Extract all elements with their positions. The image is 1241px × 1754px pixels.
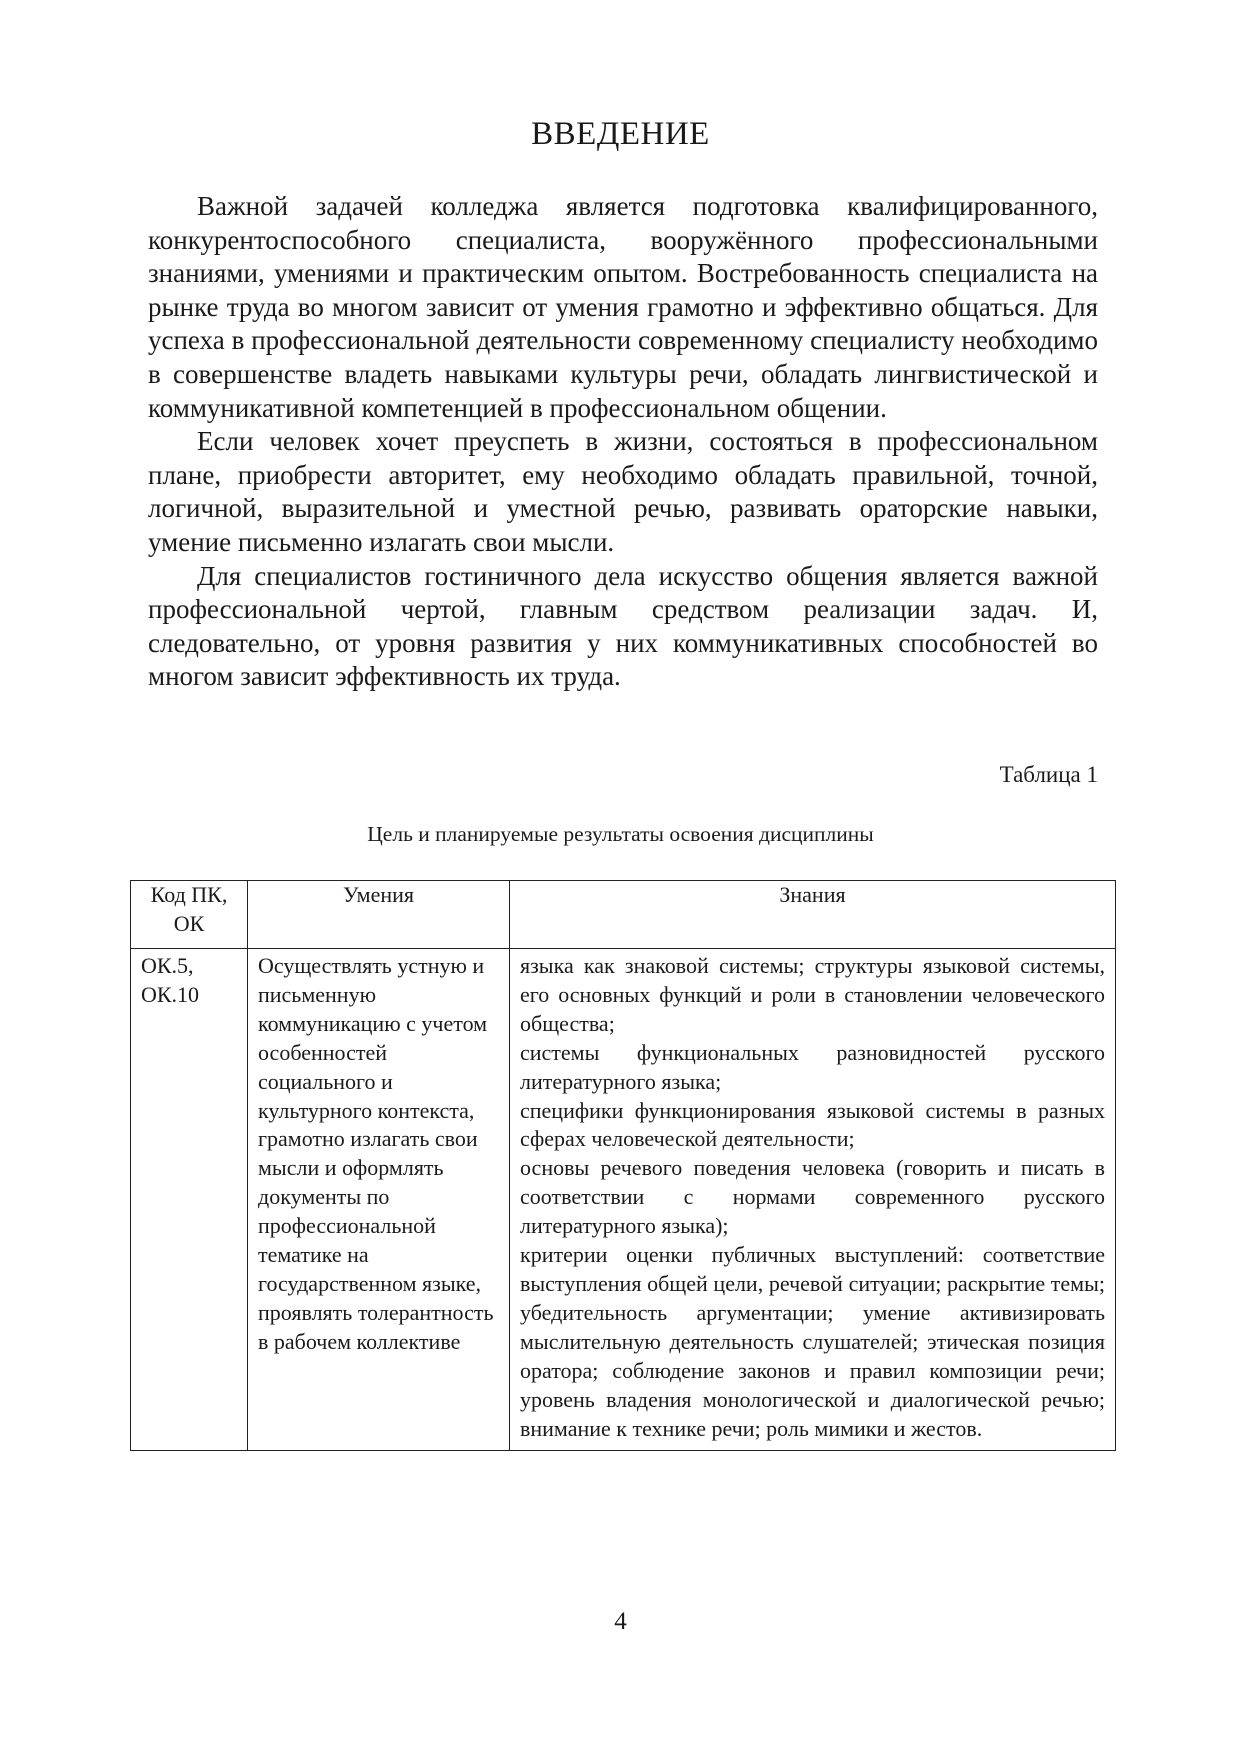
- header-knowledge: Знания: [510, 881, 1116, 949]
- results-table: [130, 880, 1116, 1451]
- cell-knowledge: [510, 949, 1116, 1451]
- knowledge-item: критерии оценки публичных выступлений: соответствие выступления общей цели, речевой ситуации; раскрытие темы; убедительность аргументации; умение активизировать мыслительную деятельность слушателей; этическая позиция оратора; соблюдение законов и правил композиции речи; уровень владения монологической и диалогической речью; внимание к технике речи; роль мимики и жестов.: [520, 1242, 1105, 1441]
- table-caption: Цель и планируемые результаты освоения дисциплины: [367, 822, 874, 846]
- introduction-text: [148, 190, 1098, 694]
- cell-skills: Осуществлять устную и письменную коммуникацию с учетом особенностей социального и культурного контекста, грамотно излагать свои мысли и оформлять документы по профессиональной тематике на государственном языке, проявлять толерантность в рабочем коллективе: [248, 949, 510, 1451]
- table-number-label: Таблица 1: [999, 762, 1098, 787]
- paragraph: Для специалистов гостиничного дела искусство общения является важной профессиональной чертой, главным средством реализации задач. И, следовательно, от уровня развития у них коммуникативных способностей во многом зависит эффективность их труда.: [148, 560, 1098, 692]
- header-code: Код ПК, ОК: [131, 881, 248, 949]
- header-skills: Умения: [248, 881, 510, 949]
- paragraph: Если человек хочет преуспеть в жизни, состояться в профессиональном плане, приобрести авторитет, ему необходимо обладать правильной, точной, логичной, выразительной и уместной речью, развивать ораторские навыки, умение письменно излагать свои мысли.: [148, 426, 1098, 557]
- cell-code: ОК.5, ОК.10: [131, 949, 248, 1451]
- paragraph: Важной задачей колледжа является подготовка квалифицированного, конкурентоспособного специалиста, вооружённого профессиональными знаниями, умениями и практическим опытом. Востребованность специалиста на рынке труда во многом зависит от умения грамотно и эффективно общаться. Для успеха в профессиональной деятельности современному специалисту необходимо в совершенстве владеть навыками культуры речи, обладать лингвистической и коммуникативной компетенцией в профессиональном общении.: [148, 191, 1098, 423]
- knowledge-item: системы функциональных разновидностей русского литературного языка;: [520, 1039, 1105, 1094]
- table-row: [131, 949, 1116, 1451]
- knowledge-item: языка как знаковой системы; структуры языковой системы, его основных функций и роли в становлении человеческого общества;: [520, 953, 1105, 1036]
- knowledge-item: специфики функционирования языковой системы в разных сферах человеческой деятельности;: [520, 1097, 1105, 1152]
- knowledge-item: основы речевого поведения человека (говорить и писать в соответствии с нормами современного русского литературного языка);: [520, 1155, 1105, 1239]
- page-number: 4: [614, 1608, 627, 1635]
- table-header-row: [131, 881, 1116, 949]
- page-title: ВВЕДЕНИЕ: [531, 116, 710, 152]
